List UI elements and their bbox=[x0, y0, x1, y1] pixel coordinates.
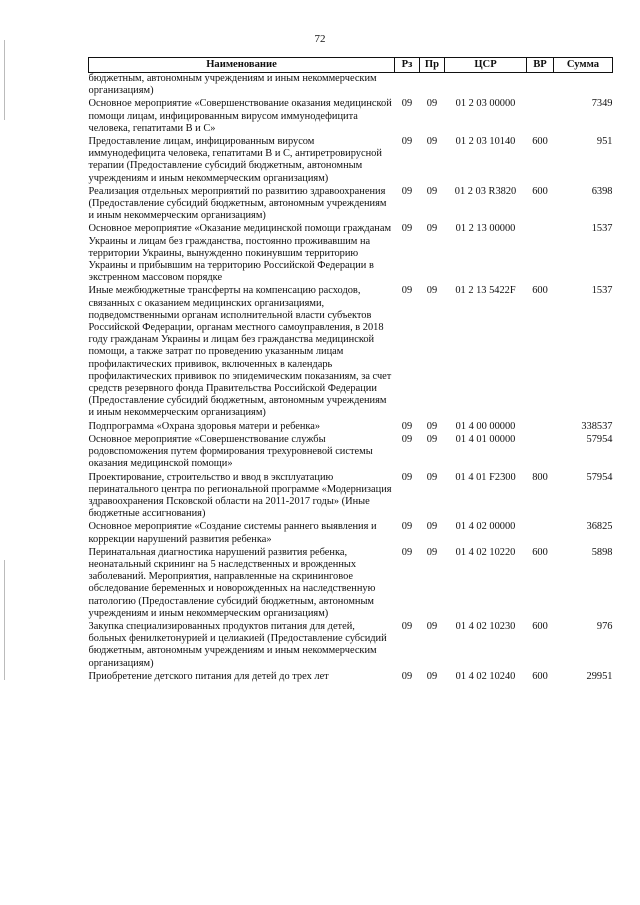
cell-csr: 01 2 03 10140 bbox=[455, 136, 516, 148]
cell-pr: 09 bbox=[426, 471, 438, 483]
header-pr: Пр bbox=[420, 58, 445, 73]
cell-sum: 6398 bbox=[591, 185, 613, 197]
cell-csr: 01 4 02 10240 bbox=[455, 670, 516, 682]
cell-pr: 09 bbox=[426, 433, 438, 445]
cell-rz: 09 bbox=[401, 546, 413, 558]
cell-vr bbox=[527, 521, 554, 546]
cell-name: Иные межбюджетные трансферты на компенсацию расходов, связанных с оказанием медицинских организациями, подведомственными органам исполнительной власти субъектов Российской Федерации, органам местного самоуправления, в 2018 году гражданам Украины и лицам без гражданства медицинской помощи, а также затрат по проведению указанным лицам профилактических прививок, включенных в календарь профилактических прививок по эпидемическим показаниям, за счет средств резервного фонда Правительства Российской Федерации (Предоставление субсидий бюджетным, автономным учреждениям и иным некоммерческим организациям) bbox=[88, 285, 392, 419]
page-number: 72 bbox=[314, 33, 326, 45]
cell-name: Проектирование, строительство и ввод в эксплуатацию перинатального центра по региональной программе «Модернизация здравоохранения Псковской области на 2011-2017 годы» (Иные бюджетные ассигнования) bbox=[88, 471, 392, 520]
table-row bbox=[89, 621, 613, 671]
cell-sum: 1537 bbox=[591, 223, 613, 235]
cell-pr: 09 bbox=[426, 136, 438, 148]
cell-sum bbox=[554, 73, 613, 99]
cell-sum: 1537 bbox=[591, 285, 613, 297]
cell-sum: 338537 bbox=[581, 420, 613, 432]
cell-rz: 09 bbox=[401, 136, 413, 148]
cell-vr bbox=[527, 421, 554, 434]
cell-pr: 09 bbox=[426, 98, 438, 110]
cell-vr bbox=[527, 98, 554, 136]
table-row bbox=[89, 421, 613, 434]
cell-rz: 09 bbox=[401, 185, 413, 197]
cell-csr: 01 4 02 10230 bbox=[455, 620, 516, 632]
table-row bbox=[89, 434, 613, 472]
table-body bbox=[89, 73, 613, 684]
cell-sum: 7349 bbox=[591, 98, 613, 110]
header-vr: ВР bbox=[527, 58, 554, 73]
cell-pr: 09 bbox=[426, 223, 438, 235]
cell-name: Основное мероприятие «Совершенствование службы родовспоможения путем формирования трехуровневой системы оказания медицинской помощи» bbox=[88, 433, 373, 470]
cell-pr: 09 bbox=[426, 420, 438, 432]
cell-vr: 600 bbox=[532, 546, 548, 558]
cell-csr: 01 4 01 00000 bbox=[455, 433, 516, 445]
table-row bbox=[89, 671, 613, 684]
cell-name: Подпрограмма «Охрана здоровья матери и ребенка» bbox=[88, 420, 321, 432]
cell-rz: 09 bbox=[401, 98, 413, 110]
cell-sum: 29951 bbox=[586, 670, 613, 682]
cell-csr: 01 4 02 10220 bbox=[455, 546, 516, 558]
cell-sum: 57954 bbox=[586, 433, 613, 445]
cell-csr: 01 2 03 00000 bbox=[455, 98, 516, 110]
cell-rz: 09 bbox=[401, 670, 413, 682]
table-row bbox=[89, 136, 613, 186]
cell-vr: 600 bbox=[532, 136, 548, 148]
cell-csr: 01 4 02 00000 bbox=[455, 521, 516, 533]
table-row bbox=[89, 472, 613, 522]
table-row bbox=[89, 521, 613, 546]
table-row bbox=[89, 73, 613, 99]
cell-sum: 951 bbox=[596, 136, 613, 148]
cell-rz: 09 bbox=[401, 433, 413, 445]
cell-pr: 09 bbox=[426, 185, 438, 197]
cell-rz: 09 bbox=[401, 620, 413, 632]
cell-rz: 09 bbox=[401, 285, 413, 297]
cell-name: Реализация отдельных мероприятий по развитию здравоохранения (Предоставление субсидий бюджетным, автономным учреждениям и иным некоммерческим организациям) bbox=[88, 185, 387, 222]
budget-table bbox=[88, 57, 613, 684]
cell-pr: 09 bbox=[426, 521, 438, 533]
cell-vr: 600 bbox=[532, 185, 548, 197]
cell-vr bbox=[527, 73, 554, 99]
cell-rz: 09 bbox=[401, 471, 413, 483]
table-row bbox=[89, 98, 613, 136]
cell-csr: 01 2 03 R3820 bbox=[454, 185, 517, 197]
table-row bbox=[89, 547, 613, 621]
table-row bbox=[89, 285, 613, 420]
cell-vr: 600 bbox=[532, 285, 548, 297]
table-header bbox=[89, 58, 613, 73]
scan-edge-mark bbox=[4, 40, 5, 120]
cell-rz: 09 bbox=[401, 521, 413, 533]
cell-vr: 600 bbox=[532, 620, 548, 632]
table-row bbox=[89, 186, 613, 224]
header-rz: Рз bbox=[395, 58, 420, 73]
cell-name: Основное мероприятие «Оказание медицинской помощи гражданам Украины и лицам без гражданства, постоянно проживавшим на территории Украины, вынужденно покинувшим территорию Украины и прибывшим на территорию Российской Федерации в экстренном массовом порядке bbox=[88, 223, 392, 284]
cell-name: бюджетным, автономным учреждениям и иным некоммерческим организациям) bbox=[88, 73, 377, 97]
cell-sum: 5898 bbox=[591, 546, 613, 558]
table-row bbox=[89, 223, 613, 285]
header-name: Наименование bbox=[89, 58, 395, 73]
cell-pr: 09 bbox=[426, 285, 438, 297]
cell-name: Основное мероприятие «Совершенствование оказания медицинской помощи лицам, инфицированным вирусом иммунодефицита человека, гепатитами В и С» bbox=[88, 98, 392, 134]
cell-vr: 600 bbox=[532, 670, 548, 682]
cell-csr: 01 4 01 F2300 bbox=[455, 471, 516, 483]
header-sum: Сумма bbox=[554, 58, 613, 73]
cell-pr: 09 bbox=[426, 620, 438, 632]
cell-name: Перинатальная диагностика нарушений развития ребенка, неонатальный скрининг на 5 наследственных и врожденных заболеваний. Мероприятия, направленные на скрининговое обследование беременных и новорожденных на наследственную патологию (Предоставление субсидий бюджетным, автономным учреждениям и иным некоммерческим организациям) bbox=[88, 546, 376, 619]
cell-csr: 01 2 13 5422F bbox=[455, 285, 516, 297]
header-csr: ЦСР bbox=[445, 58, 527, 73]
cell-csr: 01 2 13 00000 bbox=[455, 223, 516, 235]
scan-edge-mark bbox=[4, 560, 5, 680]
cell-rz: 09 bbox=[401, 223, 413, 235]
cell-vr bbox=[527, 434, 554, 472]
cell-name: Приобретение детского питания для детей до трех лет bbox=[88, 670, 329, 682]
cell-name: Основное мероприятие «Создание системы раннего выявления и коррекции нарушений развития ребенка» bbox=[88, 521, 377, 545]
cell-vr: 800 bbox=[532, 471, 548, 483]
cell-rz: 09 bbox=[401, 420, 413, 432]
cell-csr: 01 4 00 00000 bbox=[455, 420, 516, 432]
cell-pr bbox=[420, 73, 445, 99]
cell-pr: 09 bbox=[426, 670, 438, 682]
cell-sum: 36825 bbox=[586, 521, 613, 533]
cell-name: Предоставление лицам, инфицированным вирусом иммунодефицита человека, гепатитами В и С, антиретровирусной терапии (Предоставление субсидий бюджетным, автономным учреждениям и иным некоммерческим организациям) bbox=[88, 136, 382, 184]
cell-rz bbox=[395, 73, 420, 99]
cell-pr: 09 bbox=[426, 546, 438, 558]
cell-name: Закупка специализированных продуктов питания для детей, больных фенилкетонурией и целиакией (Предоставление субсидий бюджетным, автономным учреждениям и иным некоммерческим организациям) bbox=[88, 620, 387, 669]
cell-sum: 976 bbox=[596, 620, 613, 632]
cell-csr bbox=[445, 73, 527, 99]
cell-vr bbox=[527, 223, 554, 285]
cell-sum: 57954 bbox=[586, 471, 613, 483]
